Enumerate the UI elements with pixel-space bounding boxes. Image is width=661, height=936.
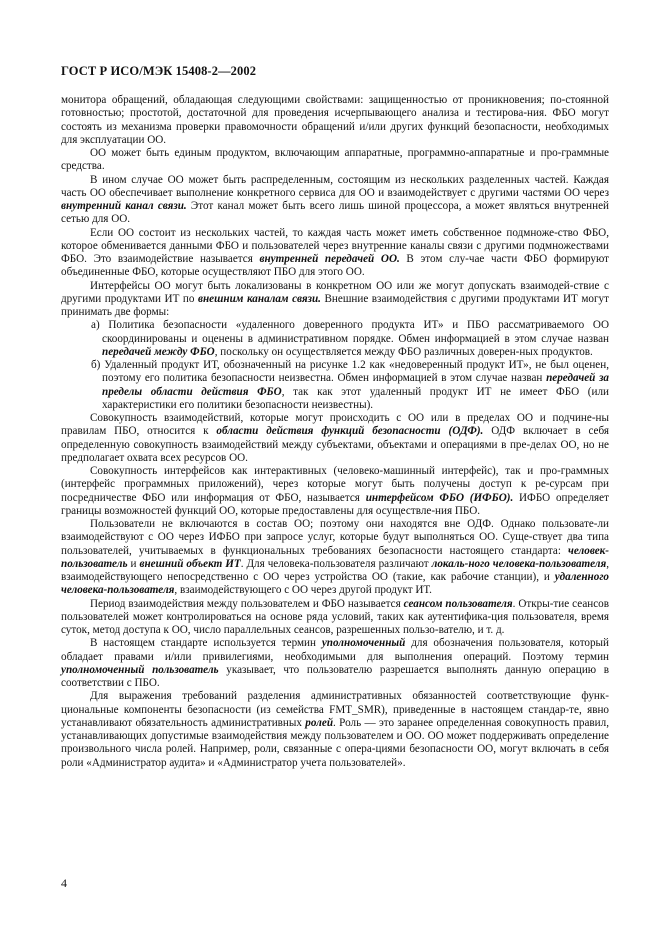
document-header: ГОСТ Р ИСО/МЭК 15408-2—2002	[61, 64, 257, 78]
page-number: 4	[61, 876, 67, 890]
defined-term: удаленного человека-пользователя	[61, 571, 609, 597]
document-body	[61, 94, 609, 770]
paragraph: В ином случае ОО может быть распределенным, состоящим из нескольких разделенных частей. Каждая часть ОО обеспечивает выполнение конкретного сервиса для ОО и взаимодействует с другими частями ОО через внутренний канал связи. Этот канал может быть всего лишь шиной процессора, а может являться внутренней сетью для ОО.	[61, 173, 609, 226]
defined-term: внутренней передачей ОО.	[259, 253, 400, 265]
list-item-a: а) Политика безопасности «удаленного доверенного продукта ИТ» и ПБО рассматриваемого ОО скоординированы и оценены в административном порядке. Обмен информацией в этом случае назван передачей между ФБО, поскольку он осуществляется между ФБО различных доверен-ных продуктов.	[91, 319, 609, 358]
paragraph: Интерфейсы ОО могут быть локализованы в конкретном ОО или же могут допускать взаимодей-ствие с другими продуктами ИТ по внешним каналам связи. Внешние взаимодействия с другими продуктами ИТ могут принимать две формы:	[61, 279, 609, 318]
defined-term: уполномоченный	[321, 637, 406, 650]
paragraph: ОО может быть единым продуктом, включающим аппаратные, программно-аппаратные и про-граммные средства.	[61, 147, 609, 173]
defined-term: внешний объект ИТ	[139, 557, 241, 570]
paragraph: Совокупность взаимодействий, которые могут происходить с ОО или в пределах ОО и подчине-ны правилам ПБО, относится к области действия функций безопасности (ОДФ). ОДФ включает в себя определенную совокупность взаимодействий между субъектами, объектами и операциями в пре-делах ОО, но не предполагает охвата всех ресурсов ОО.	[61, 412, 609, 464]
defined-term: передачей за пределы области действия ФБО	[102, 372, 609, 398]
paragraph: Если ОО состоит из нескольких частей, то каждая часть может иметь собственное подмноже-ство ФБО, которое обменивается данными ФБО и пользователей через внутренние каналы связи с другими подмножествами ФБО. Это взаимодействие называется внутренней передачей ОО. В этом слу-чае части ФБО формируют объединенные ФБО, которые осуществляют ПБО для этого ОО.	[61, 226, 610, 279]
defined-term: внешним каналам связи.	[198, 292, 321, 305]
paragraph: В настоящем стандарте используется термин уполномоченный для обозначения пользователя, который обладает правами и/или привилегиями, необходимыми для выполнения операций. Поэтому термин уполномоченный пользователь указывает, что пользователю разрешается выполнять данную операцию в соответствии с ПБО.	[61, 637, 610, 689]
list-item-b: б) Удаленный продукт ИТ, обозначенный на рисунке 1.2 как «недоверенный продукт ИТ», не был оценен, поэтому его политика безопасности неизвестна. Обмен информацией в этом случае назван передачей за пределы области действия ФБО, так как этот удаленный продукт ИТ не имеет ФБО (или характеристики его политики безопасности неизвестны).	[91, 359, 609, 411]
defined-term: области действия функций безопасности (ОДФ).	[216, 425, 484, 438]
defined-term: передачей между ФБО	[102, 345, 215, 358]
defined-term: уполномоченный пользователь	[61, 663, 219, 676]
paragraph: Для выражения требований разделения административных обязанностей соответствующие функ-циональные компоненты безопасности (из семейства FMT_SMR), приведенные в настоящем стандар-те, явно устанавливают обязательность административных ролей. Роль — это заранее определенная совокупность правил, устанавливающих допустимые взаимодействия между пользователем и ОО. ОО может поддерживать определение произвольного числа ролей. Например, роли, связанные с опера-циями безопасности ОО, могут включать в себя роли «Администратор аудита» и «Администратор учета пользователей».	[61, 690, 609, 769]
defined-term: человек-пользователь	[61, 544, 609, 570]
paragraph: Совокупность интерфейсов как интерактивных (человеко-машинный интерфейс), так и про-граммных (интерфейс программных приложений), через которые могут быть получены доступ к ре-сурсам при посредничестве ФБО или информация от ФБО, называется интерфейсом ФБО (ИФБО). ИФБО определяет границы возможностей функций ОО, которые предоставлены для осуществле-ния ПБО.	[61, 465, 609, 517]
defined-term: локаль-ного человека-пользователя	[431, 557, 607, 570]
defined-term: сеансом пользователя	[403, 597, 513, 610]
defined-term: интерфейсом ФБО (ИФБО).	[365, 491, 514, 504]
paragraph: Период взаимодействия между пользователем и ФБО называется сеансом пользователя. Откры-тие сеансов пользователей может контролироваться на основе ряда условий, таких как аутентифика-ция пользователя, время суток, метод доступа к ОО, число параллельных сеансов, разрешенных пользо-вателю, и т. д.	[61, 597, 609, 636]
paragraph-continuation: монитора обращений, обладающая следующими свойствами: защищенностью от проникновения; по-стоянной готовностью; простотой, достаточной для проведения исчерпывающего анализа и тестирова-ния. ФБО могут состоять из механизма проверки правомочности обращений и/или других функций безопасности, необходимых для эксплуатации ОО.	[61, 94, 609, 146]
defined-term: ролей	[305, 716, 334, 729]
defined-term: внутренний канал связи.	[61, 200, 187, 212]
paragraph: Пользователи не включаются в состав ОО; поэтому они находятся вне ОДФ. Однако пользовате-ли взаимодействуют с ОО через ИФБО при запросе услуг, которые будут выполняться ОО. Суще-ствует два типа пользователей, учитываемых в функциональных требованиях безопасности настоящего стандарта: человек-пользователь и внешний объект ИТ. Для человека-пользователя различают локаль-ного человека-пользователя, взаимодействующего непосредственно с ОО через устройства ОО (такие, как рабочие станции), и удаленного человека-пользователя, взаимодействующего с ОО через другой продукт ИТ.	[61, 518, 609, 597]
